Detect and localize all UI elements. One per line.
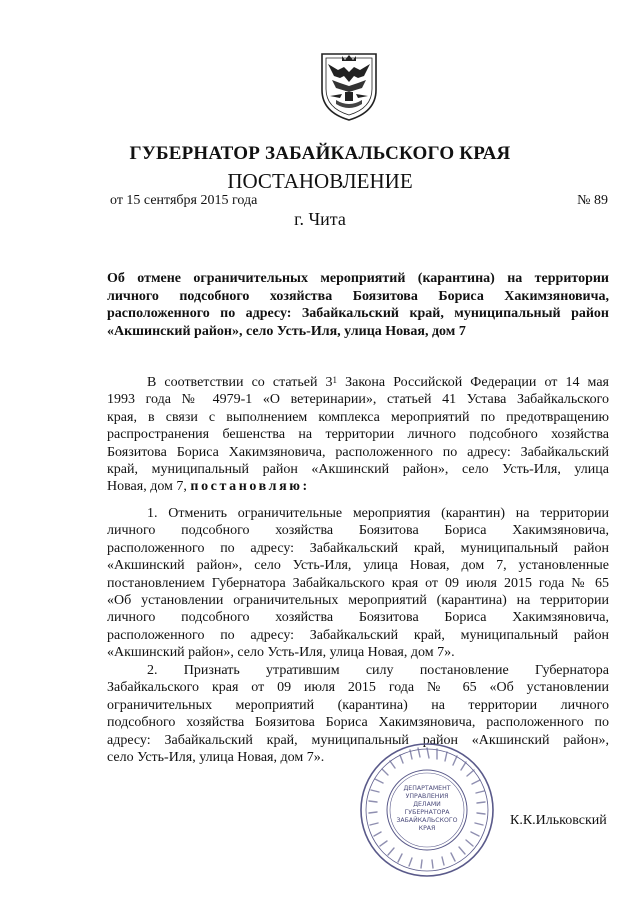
seal-line: ДЕЛАМИ [413,801,441,808]
body-line: края, в связи с выполнением комплекса мероприятий по предотвращению [107,409,609,425]
body-line: «Акшинский район», село Усть-Иля, улица Новая, дом 7». [107,645,455,661]
body-line: Забайкальского края от 09 июля 2015 года № 65 «Об установлении [107,680,609,696]
signatory-name: К.К.Ильковский [510,813,607,828]
body-line [107,374,609,391]
body-line: «Об установлении ограничительных мероприятий (карантина) на территории [107,593,609,609]
body-line: ограничительных мероприятий (карантина) на территории личного [107,697,609,713]
item-1-paragraph [107,505,609,662]
document-type: ПОСТАНОВЛЕНИЕ [227,169,413,193]
subject-line: Об отмене ограничительных мероприятий (карантина) на территории [107,271,609,286]
governor-title: ГУБЕРНАТОР ЗАБАЙКАЛЬСКОГО КРАЯ [129,143,511,164]
body-line: расположенного по адресу: Забайкальский край, муниципальный район [107,627,609,643]
body-line: расположенного по адресу: Забайкальский край, муниципальный район [107,540,609,556]
document-number: № 89 [577,193,608,208]
body-line: личного подсобного хозяйства Боязитова Бориса Хакимзяновича, [107,610,609,626]
body-line: 1. Отменить ограничительные мероприятия (карантин) на территории [147,506,609,521]
body-line: село Усть-Иля, улица Новая, дом 7». [107,750,325,766]
seal-line: КРАЯ [418,825,436,832]
body-line [107,478,609,495]
preamble-text: Новая, дом 7, [107,479,191,495]
document-city: г. Чита [294,209,346,229]
preamble-text: Закона Российской Федерации от 14 мая [337,375,609,390]
body-line: Боязитова Бориса Хакимзяновича, расположенного по адресу: Забайкальский [107,444,609,460]
official-seal-icon [357,740,497,880]
document-date: от 15 сентября 2015 года [110,193,258,208]
subject-line: расположенного по адресу: Забайкальский край, муниципальный район [107,306,609,321]
decree-word: постановляю: [190,479,310,495]
seal-line: ГУБЕРНАТОРА [404,809,450,816]
body-line: личного подсобного хозяйства Боязитова Бориса Хакимзяновича, [107,523,609,539]
article-superscript: 1 [332,375,338,385]
document-subject [107,270,609,340]
subject-line: «Акшинский район», село Усть-Иля, улица Новая, дом 7 [107,323,466,339]
body-line: 2. Признать утратившим силу постановление Губернатора [147,663,609,678]
subject-line: личного подсобного хозяйства Боязитова Бориса Хакимзяновича, [107,288,609,304]
body-line: адресу: Забайкальский край, муниципальный район «Акшинский район», [107,732,609,748]
body-line: подсобного хозяйства Боязитова Бориса Хакимзяновича, расположенного по [107,715,609,731]
seal-line: УПРАВЛЕНИЯ [405,793,449,800]
body-line: 1993 года № 4979-1 «О ветеринарии», статьей 41 Устава Забайкальского [107,392,609,408]
seal-line: ДЕПАРТАМЕНТ [403,785,451,792]
body-line: распространения бешенства на территории личного подсобного хозяйства [107,427,609,443]
preamble-text: В соответствии со статьей 3 [147,375,333,390]
body-line: край, муниципальный район «Акшинский район», село Усть-Иля, улица [107,462,609,478]
preamble-paragraph [107,374,609,496]
seal-line: ЗАБАЙКАЛЬСКОГО [396,817,458,824]
body-line: постановлением Губернатора Забайкальского края от 09 июля 2015 года № 65 [107,575,609,591]
coat-of-arms-icon [318,50,380,122]
body-line: «Акшинский район», село Усть-Иля, улица Новая, дом 7, установленные [107,558,609,574]
